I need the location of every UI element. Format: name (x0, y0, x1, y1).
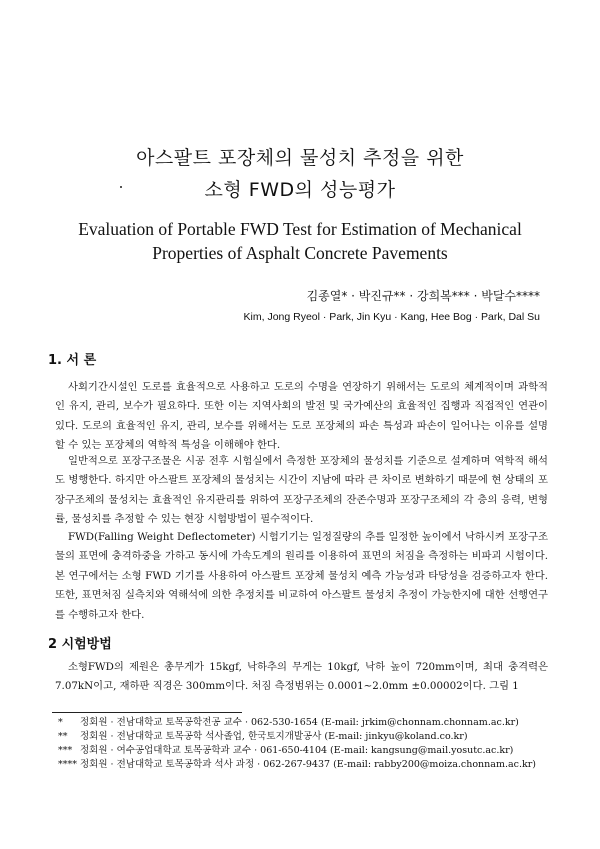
footnotes (58, 716, 558, 772)
title-korean-line-2: 소형 FWD의 성능평가 (204, 179, 396, 201)
footnote-text: 정회원 · 여수공업대학교 토목공학과 교수 · 061-650-4104 (E-mail: kangsung@mail.yosutc.ac.kr) (80, 745, 514, 756)
section-heading-introduction: 1. 서 론 (48, 353, 97, 368)
authors-english: Kim, Jong Ryeol · Park, Jin Kyu · Kang, Hee Bog · Park, Dal Su (243, 311, 540, 323)
footnote-mark: *** (58, 745, 73, 756)
footnote-1 (58, 716, 558, 730)
footnote-mark: ** (58, 731, 68, 742)
footnote-mark: * (58, 717, 63, 728)
footnote-text: 정회원 · 전남대학교 토목공학 석사졸업, 한국토지개발공사 (E-mail: jinkyu@koland.co.kr) (80, 731, 468, 742)
authors-korean: 김종열* · 박진규** · 강희복*** · 박달수**** (306, 289, 540, 303)
footnote-text: 정회원 · 전남대학교 토목공학과 석사 과정 · 062-267-9437 (E-mail: rabby200@moiza.chonnam.ac.kr) (80, 759, 536, 770)
title-english-line-2: Properties of Asphalt Concrete Pavements (152, 243, 448, 263)
intro-paragraph-1: 사회기간시설인 도로를 효율적으로 사용하고 도로의 수명을 연장하기 위해서는 도로의 체계적이며 과학적인 유지, 관리, 보수가 필요하다. 또한 이는 지역사회의 발전 및 국가예산의 효율적인 집행과 직접적인 연관이 있다. 도로의 효율적인 유지, 관리, 보수를 위해서는 도로 포장체의 파손 특성과 파손이 일어나는 이유를 설명할 수 있는 포장체의 역학적 특성을 이해해야 한다. (55, 381, 548, 452)
section-heading-test-method: 2 시험방법 (48, 637, 112, 652)
intro-paragraph-3: FWD(Falling Weight Deflectometer) 시험기기는 일정질량의 추를 일정한 높이에서 낙하시켜 포장구조물의 표면에 충격하중을 가하고 동시에 가속도계의 원리를 이용하여 표면의 처짐을 측정하는 비파괴 시험이다. 본 연구에서는 소형 FWD 기기를 사용하여 아스팔트 포장체 물성치 예측 가능성과 타당성을 검증하고자 한다. 또한, 표면처짐 실측치와 역해석에 의한 추정치를 비교하여 아스팔트 물성치 추정이 가능한지에 대한 선행연구를 수행하고자 한다. (55, 531, 548, 621)
intro-paragraph-2: 일반적으로 포장구조물은 시공 전후 시험실에서 측정한 포장체의 물성치를 기준으로 설계하며 역학적 해석도 병행한다. 하지만 아스팔트 포장체의 물성치는 시간이 지남에 따라 큰 차이로 변화하기 때문에 현 상태의 포장구조체의 물성치는 효율적인 유지관리를 위하여 포장구조체의 잔존수명과 포장구조체의 각 층의 응력, 변형률, 물성치를 추정할 수 있는 현장 시험방법이 필수적이다. (55, 455, 548, 526)
footnote-4 (58, 758, 558, 772)
footnote-text: 정회원 · 전남대학교 토목공학전공 교수 · 062-530-1654 (E-mail: jrkim@chonnam.chonnam.ac.kr) (80, 717, 519, 728)
footnote-3 (58, 744, 558, 758)
footnote-divider (52, 712, 242, 713)
title-english-line-1: Evaluation of Portable FWD Test for Estimation of Mechanical (78, 219, 522, 239)
footnote-2 (58, 730, 558, 744)
method-paragraph-1: 소형FWD의 제원은 총무게가 15kgf, 낙하추의 무게는 10kgf, 낙하 높이 720mm이며, 최대 충격력은 7.07kN이고, 재하판 직경은 300mm이다. 처짐 측정범위는 0.0001∼2.0mm ±0.00002이다. 그림 1 (55, 661, 548, 693)
footnote-mark: **** (58, 759, 77, 770)
title-korean-line-1: 아스팔트 포장체의 물성치 추정을 위한 (136, 147, 464, 169)
